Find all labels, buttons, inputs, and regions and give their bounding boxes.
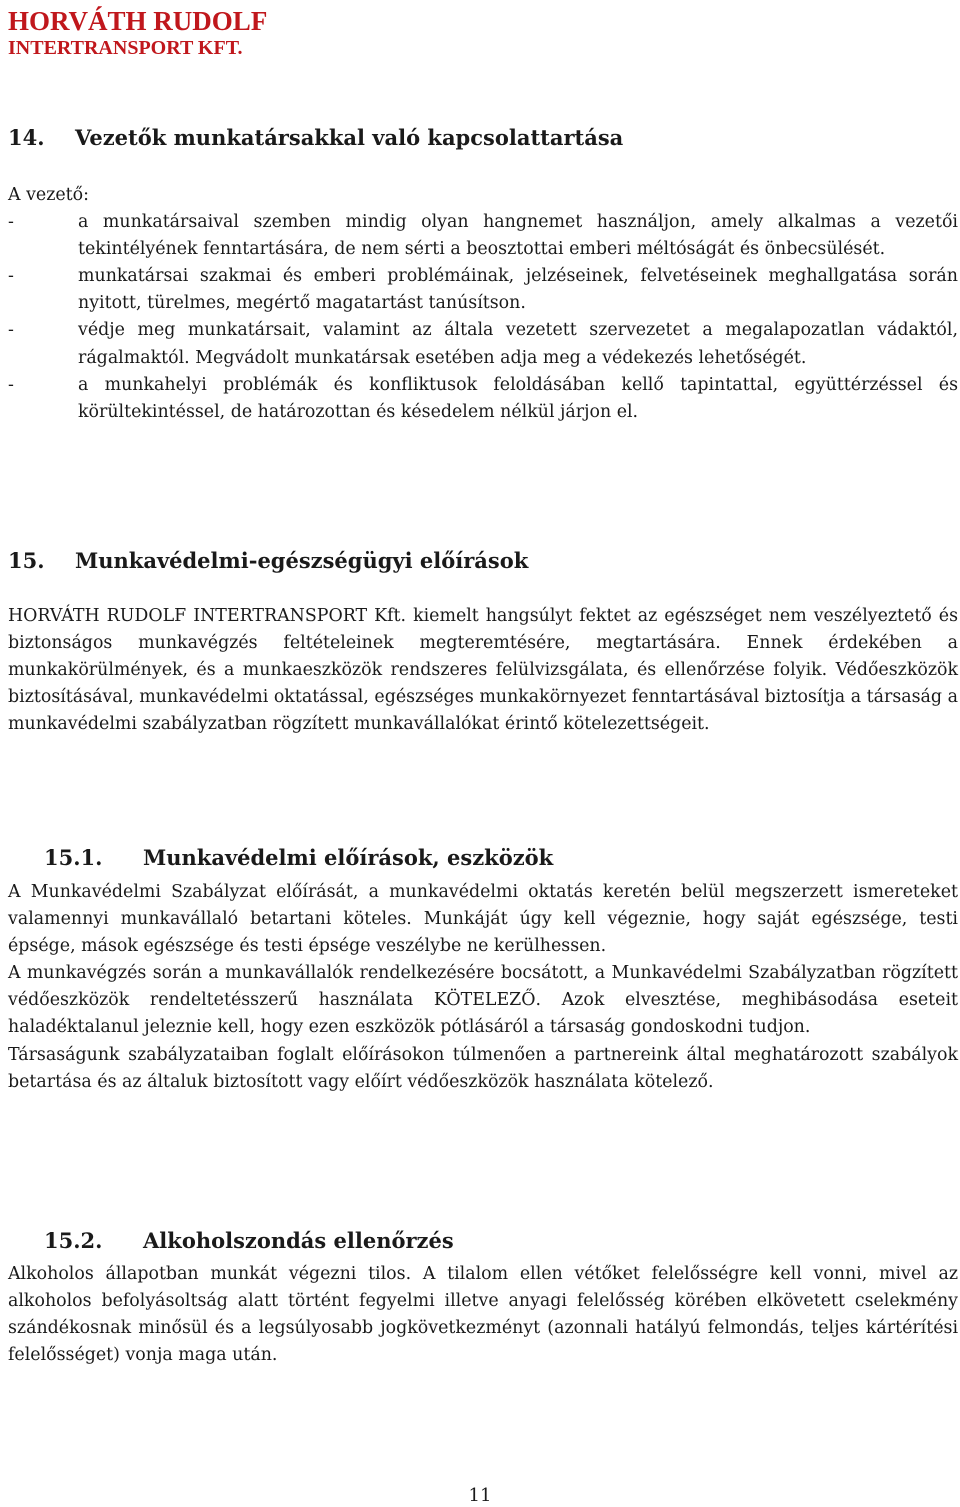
section-15-2-body xyxy=(8,1261,958,1369)
section-15-2-heading xyxy=(44,1227,944,1255)
section-15-1-title: Munkavédelmi előírások, eszközök xyxy=(143,845,554,870)
section-15-title: Munkavédelmi-egészségügyi előírások xyxy=(75,548,529,573)
section-15-number: 15. xyxy=(8,548,45,573)
section-15-1-paragraph: A munkavégzés során a munkavállalók rendelkezésére bocsátott, a Munkavédelmi Szabályzatban rögzített védőeszközök rendeltetésszerű használata KÖTELEZŐ. Azok elvesztése, meghibásodása eseteit haladéktalanul jeleznie kell, hogy ezen eszközök pótlásáról a társaság gondoskodni tudjon. xyxy=(8,963,958,1038)
list-item-text: védje meg munkatársait, valamint az általa vezetett szervezetet a megalapozatlan vádaktól, rágalmaktól. Megvádolt munkatársak esetében adja meg a védekezés lehetőségét. xyxy=(78,320,958,368)
list-item xyxy=(8,209,958,263)
list-item xyxy=(8,263,958,317)
bullet-dash: - xyxy=(8,212,14,233)
section-15-1-paragraph: A Munkavédelmi Szabályzat előírását, a munkavédelmi oktatás keretén belül megszerzett ismereteket valamennyi munkavállaló betartani köteles. Munkáját úgy kell végeznie, hogy saját egészsége, testi épsége, mások egészsége és testi épsége veszélybe ne kerülhessen. xyxy=(8,882,958,957)
list-item-text: a munkatársaival szemben mindig olyan hangnemet használjon, amely alkalmas a vezetői tekintélyének fenntartására, de nem sérti a beosztottai emberi méltóságát és önbecsülését. xyxy=(78,212,958,260)
section-15-heading xyxy=(8,547,948,575)
bullet-dash: - xyxy=(8,374,14,395)
section-15-2-title: Alkoholszondás ellenőrzés xyxy=(143,1228,454,1253)
section-14-heading xyxy=(8,124,948,152)
page-number: 11 xyxy=(468,1485,492,1506)
company-name-line1: HORVÁTH RUDOLF xyxy=(8,6,268,36)
section-14-number: 14. xyxy=(8,125,45,150)
section-14-intro: A vezető: xyxy=(8,185,89,205)
section-15-2-paragraph: Alkoholos állapotban munkát végezni tilos. A tilalom ellen vétőket felelősségre kell vonni, mivel az alkoholos befolyásoltság alatt történt fegyelmi illetve anyagi felelősség körében elkövetett cselekmény szándékosnak minősül és a legsúlyosabb jogkövetkezményt (azonnali hatályú felmondás, teljes kártérítési felelősséget) vonja maga után. xyxy=(8,1264,958,1366)
bullet-dash: - xyxy=(8,320,14,341)
section-15-1-paragraph: Társaságunk szabályzataiban foglalt előírásokon túlmenően a partnereink által meghatározott szabályok betartása és az általuk biztosított vagy előírt védőeszközök használata kötelező. xyxy=(8,1044,958,1092)
section-15-1-number: 15.1. xyxy=(44,845,103,870)
section-14-title: Vezetők munkatársakkal való kapcsolattartása xyxy=(75,125,624,150)
list-item xyxy=(8,317,958,371)
list-item-text: a munkahelyi problémák és konfliktusok feloldásában kellő tapintattal, együttérzéssel és körültekintéssel, de határozottan és késedelem nélkül járjon el. xyxy=(78,374,958,422)
section-15-2-number: 15.2. xyxy=(44,1228,103,1253)
section-15-body xyxy=(8,603,958,738)
section-15-1-body xyxy=(8,879,958,1096)
bullet-dash: - xyxy=(8,266,14,287)
section-15-1-heading xyxy=(44,844,944,872)
list-item-text: munkatársai szakmai és emberi problémáinak, jelzéseinek, felvetéseinek meghallgatása során nyitott, türelmes, megértő magatartást tanúsítson. xyxy=(78,266,958,314)
section-15-paragraph: HORVÁTH RUDOLF INTERTRANSPORT Kft. kiemelt hangsúlyt fektet az egészséget nem veszélyeztető és biztonságos munkavégzés feltételeinek megteremtésére, megtartására. Ennek érdekében a munkakörülmények, és a munkaeszközök rendszeres felülvizsgálata, és ellenőrzése folyik. Védőeszközök biztosításával, munkavédelmi oktatással, egészséges munkakörnyezet fenntartásával biztosítja a társaság a munkavédelmi szabályzatban rögzített munkavállalókat érintő kötelezettségeit. xyxy=(8,606,958,735)
section-14-bullet-list xyxy=(8,209,958,426)
section-14-body xyxy=(8,182,958,426)
company-name-line2: INTERTRANSPORT KFT. xyxy=(8,37,243,59)
list-item xyxy=(8,372,958,426)
